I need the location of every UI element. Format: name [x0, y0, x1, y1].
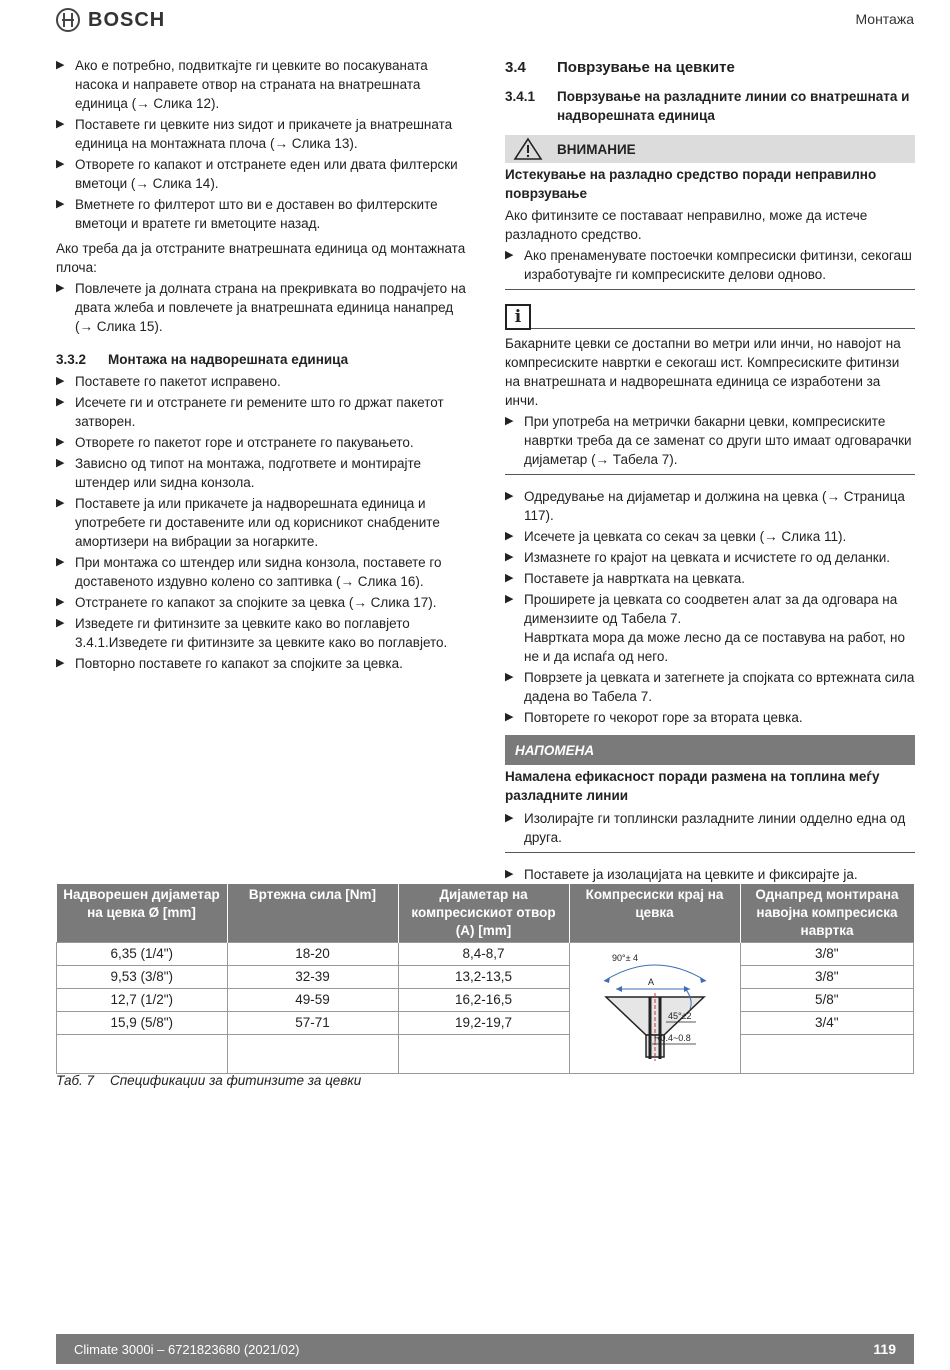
table-cell [57, 1035, 228, 1074]
bullet [505, 246, 915, 284]
divider [531, 328, 915, 329]
heading-text: Поврзување на разладните линии со внатрешната и надворешната единица [557, 89, 910, 123]
bullet-triangle-icon: ▶ [505, 711, 514, 723]
info-bullets [505, 412, 915, 469]
table-cell: 32-39 [227, 966, 398, 989]
bullet-triangle-icon: ▶ [505, 490, 514, 502]
bullet-text: Измазнете го крајот на цевката и исчистете го од деланки. [524, 550, 890, 565]
heading-number: 3.4 [505, 59, 526, 76]
table-cell: 19,2-19,7 [398, 1012, 569, 1035]
bullet [56, 56, 466, 113]
bullet-text: Повторете го чекорот горе за втората цевка. [524, 710, 803, 725]
table-cell: 13,2-13,5 [398, 966, 569, 989]
bullet-list-a [56, 56, 466, 233]
bullet-triangle-icon: ▶ [56, 457, 65, 469]
bullet-triangle-icon: ▶ [505, 868, 514, 880]
warning-banner [505, 135, 915, 163]
right-column [505, 56, 915, 886]
caption-text: Спецификации за фитинзите за цевки [110, 1073, 362, 1088]
bullet [56, 494, 466, 551]
bullet [56, 195, 466, 233]
bullet-text: Поставете ја изолацијата на цевките и фиксирајте ја. [524, 867, 858, 882]
table-cell: 9,53 (3/8") [57, 966, 228, 989]
table-header-row [57, 884, 914, 943]
bullet-text: Отстранете го капакот за спојките за цевка (→ Слика 17). [75, 595, 437, 610]
note-title: Намалена ефикасност поради размена на топлина меѓу разладните линии [505, 769, 880, 803]
bullet [56, 654, 466, 673]
brand-name: BOSCH [88, 8, 166, 31]
bullet [56, 593, 466, 612]
bullet-text: Поставете го пакетот исправено. [75, 374, 281, 389]
bullet [56, 614, 466, 652]
bullet-text: Поврзете ја цевката и затегнете ја спојката со вртежната сила дадена во Табела 7. [524, 670, 915, 704]
bullet-text: Поставете ја навртката на цевката. [524, 571, 746, 586]
bullet-triangle-icon: ▶ [505, 671, 514, 683]
bullet-text: Одредување на дијаметар и должина на цевка (→ Страница 117). [524, 489, 905, 523]
bullet-triangle-icon: ▶ [56, 158, 65, 170]
heading-text: Поврзување на цевките [557, 59, 735, 76]
bullet-triangle-icon: ▶ [56, 59, 65, 71]
bullet [505, 412, 915, 469]
warning-bullets [505, 246, 915, 284]
bullet-triangle-icon: ▶ [505, 530, 514, 542]
table-row-spacer [57, 1035, 914, 1074]
heading-3-4 [505, 58, 915, 77]
bullet [505, 668, 915, 706]
bullet [505, 487, 915, 525]
table-cell: 3/4" [740, 1012, 914, 1035]
table-cell: 3/8" [740, 966, 914, 989]
table-cell: 8,4-8,7 [398, 943, 569, 966]
bullet [56, 454, 466, 492]
divider [505, 289, 915, 290]
bullet-triangle-icon: ▶ [56, 617, 65, 629]
bullet-text: Зависно од типот на монтажа, подгответе и монтирајте штендер или ѕидна конзола. [75, 456, 422, 490]
table-cell: 15,9 (5/8") [57, 1012, 228, 1035]
bullet-text: При монтажа со штендер или ѕидна конзола, поставете го доставеното издувно колено со заптивка (→ Слика 16). [75, 555, 442, 589]
table-row [57, 1012, 914, 1035]
bullet-text: Отворете го капакот и отстранете еден или двата филтерски вметоци (→ Слика 14). [75, 157, 458, 191]
divider [505, 852, 915, 853]
table-header-cell: Компресиски крај на цевка [569, 884, 740, 943]
table-cell: 12,7 (1/2") [57, 989, 228, 1012]
bullet-triangle-icon: ▶ [56, 596, 65, 608]
bullet-text: Изолирајте ги топлински разладните линии одделно една од друга. [524, 811, 906, 845]
bullet-text: При употреба на метрички бакарни цевки, компресиските навртки треба да се заменат со други што имаат одговарачки дијаметар (→ Табела 7). [524, 414, 912, 467]
bullet-triangle-icon: ▶ [56, 375, 65, 387]
bullet-text: Поставете ги цевките низ ѕидот и прикачете ја внатрешната единица на монтажната плоча (→ Слика 13). [75, 117, 453, 151]
bullet-triangle-icon: ▶ [505, 415, 514, 427]
spec-table [56, 884, 914, 1074]
bullet [56, 553, 466, 591]
radius-label: R0.4~0.8 [653, 1033, 691, 1043]
heading-3-4-1 [505, 87, 915, 125]
bullet-text: Отворете го пакетот горе и отстранете го пакувањето. [75, 435, 414, 450]
table-header-cell: Дијаметар на компресискиот отвор (A) [mm] [398, 884, 569, 943]
section-title: Монтажа [855, 11, 914, 27]
bullet-text: Исечете ја цевката со секач за цевки (→ Слика 11). [524, 529, 847, 544]
page-number: 119 [873, 1341, 896, 1357]
step-list [505, 487, 915, 727]
bullet-text: Повторно поставете го капакот за спојките за цевка. [75, 656, 403, 671]
bullet-text: Повлечете ја долната страна на прекривката во подрачјето на двата жлеба и повлечете ја внатрешната единица нанапред (→ Слика 15). [75, 281, 466, 334]
paragraph-remove-unit: Ако треба да ја отстраните внатрешната единица од монтажната плоча: [56, 241, 466, 275]
footer-text: Climate 3000i – 6721823680 (2021/02) [74, 1341, 300, 1357]
note-label: НАПОМЕНА [515, 742, 595, 758]
table-cell: 16,2-16,5 [398, 989, 569, 1012]
bullet [505, 548, 915, 567]
bullet-text: Исечете ги и отстранете ги ремените што го држат пакетот затворен. [75, 395, 444, 429]
a-label: A [647, 977, 654, 987]
bullet [505, 527, 915, 546]
angle-label: 90°± 4 [611, 953, 638, 963]
bullet [505, 590, 915, 666]
info-header [505, 304, 915, 330]
heading-number: 3.4.1 [505, 89, 536, 104]
table-header-cell: Однапред монтирана навојна компресиска навртка [740, 884, 914, 943]
bullet-triangle-icon: ▶ [56, 436, 65, 448]
bullet-triangle-icon: ▶ [56, 657, 65, 669]
bullet-triangle-icon: ▶ [56, 497, 65, 509]
bullet-triangle-icon: ▶ [56, 282, 65, 294]
bullet [56, 115, 466, 153]
table-cell [740, 1035, 914, 1074]
bullet-triangle-icon: ▶ [56, 198, 65, 210]
table-cell: 49-59 [227, 989, 398, 1012]
bullet [505, 809, 915, 847]
bullet-triangle-icon: ▶ [505, 249, 514, 261]
table-cell: 6,35 (1/4") [57, 943, 228, 966]
table-row [57, 966, 914, 989]
table-cell [398, 1035, 569, 1074]
bullet-triangle-icon: ▶ [505, 812, 514, 824]
bullet [505, 865, 915, 884]
info-icon: i [505, 304, 531, 330]
divider [505, 474, 915, 475]
flare-figure-cell [569, 943, 740, 1074]
table-header-cell: Надворешен дијаметар на цевка Ø [mm] [57, 884, 228, 943]
bullet-text: Поставете ја или прикачете ја надворешната единица и употребете ги доставените или од корисникот снабдените амортизери на вибрации за ногарките. [75, 496, 440, 549]
table-caption [56, 1073, 361, 1088]
warning-title: Истекување на разладно средство поради неправилно поврзување [505, 167, 877, 201]
bullet [56, 155, 466, 193]
bullet-triangle-icon: ▶ [56, 118, 65, 130]
heading-text: Монтажа на надворешната единица [108, 352, 349, 367]
bullet-list-b [56, 279, 466, 336]
table-cell: 57-71 [227, 1012, 398, 1035]
bullet [56, 393, 466, 431]
table-row [57, 989, 914, 1012]
bullet-text: Изведете ги фитинзите за цевките како во поглавјето 3.4.1.Изведете ги фитинзите за цевките како во поглавјето. [75, 616, 448, 650]
note-bullets [505, 809, 915, 847]
bullet [56, 433, 466, 452]
table-row [57, 943, 914, 966]
bullet-triangle-icon: ▶ [505, 551, 514, 563]
bullet [56, 279, 466, 336]
bullet [56, 372, 466, 391]
bullet [505, 708, 915, 727]
warning-triangle-icon [513, 137, 543, 161]
warning-text: Ако фитинзите се поставаат неправилно, може да истече разладното средство. [505, 208, 868, 242]
table-header-cell: Вртежна сила [Nm] [227, 884, 398, 943]
table-cell: 5/8" [740, 989, 914, 1012]
bullet-text: Проширете ја цевката со соодветен алат за да одговара на димензиите од Табела 7. Навртката мора да може лесно да се поставува на работ, но не и да испаѓа од него. [524, 592, 905, 664]
heading-3-3-2 [56, 350, 466, 369]
bullet-triangle-icon: ▶ [56, 396, 65, 408]
bullet-text: Вметнете го филтерот што ви е доставен во филтерските вметоци и вратете ги вметоците назад. [75, 197, 438, 231]
bosch-armature-icon [56, 8, 80, 32]
bullet-text: Ако е потребно, подвиткајте ги цевките во посакуваната насока и направете отвор на страната на внатрешната единица (→ Слика 12). [75, 58, 428, 111]
page-footer [56, 1334, 914, 1364]
info-text: Бакарните цевки се достапни во метри или инчи, но навојот на компресиските навртки е секогаш ист. Компресиските фитинзи на внатрешната и надворешната единица се изработени за инчи. [505, 336, 901, 408]
note-banner [505, 735, 915, 765]
flare-diagram [572, 943, 738, 1065]
bullet-triangle-icon: ▶ [505, 572, 514, 584]
left-column [56, 56, 466, 675]
table-cell: 3/8" [740, 943, 914, 966]
table-cell: 18-20 [227, 943, 398, 966]
bullet-triangle-icon: ▶ [505, 593, 514, 605]
warning-label: ВНИМАНИЕ [557, 141, 636, 157]
bullet [505, 569, 915, 588]
caption-number: Таб. 7 [56, 1073, 95, 1088]
angle2-label: 45°±2 [667, 1011, 692, 1021]
heading-number: 3.3.2 [56, 352, 87, 367]
bullet-list-c [56, 372, 466, 673]
brand-logo [56, 8, 165, 32]
table-cell [227, 1035, 398, 1074]
bullet-text: Ако пренаменувате постоечки компресиски фитинзи, секогаш изработувајте ги компресиските делови одново. [524, 248, 912, 282]
bullet-triangle-icon: ▶ [56, 556, 65, 568]
